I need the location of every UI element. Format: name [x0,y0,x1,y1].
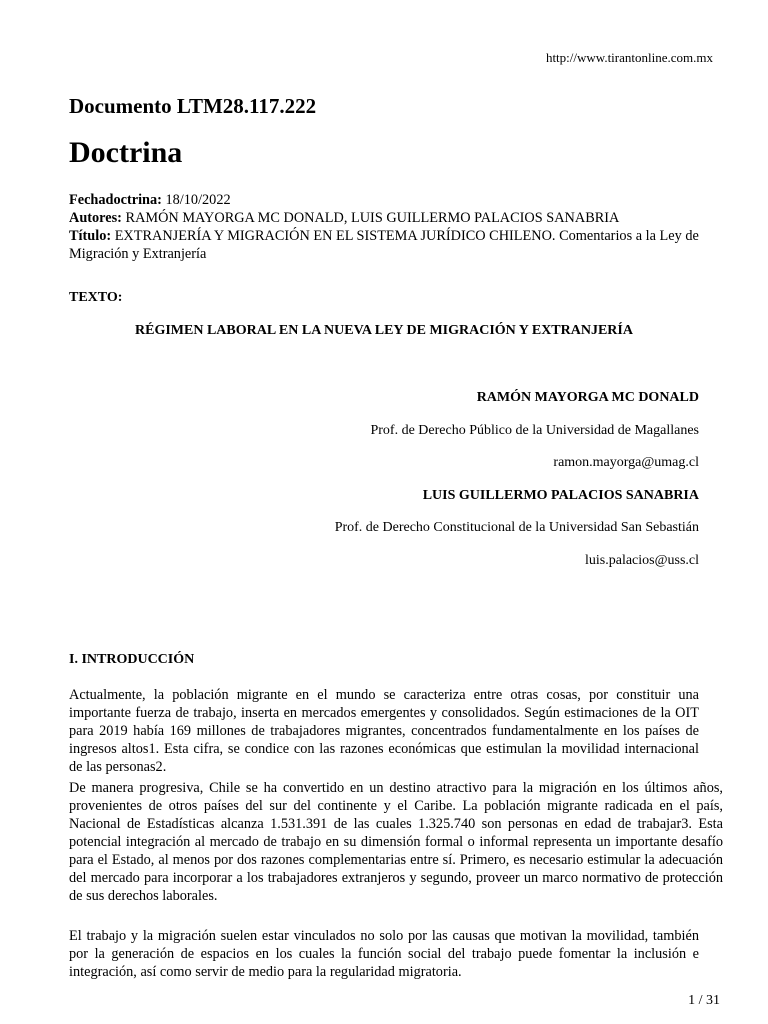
body-paragraph: De manera progresiva, Chile se ha convertido en un destino atractivo para la migración en los últimos años, provenientes de otros países del sur del continente y el Caribe. La población migrante radicada en el país, Nacional de Estadísticas alcanza 1.531.391 de las cuales 1.325.740 son personas en edad de trabajar3. Esta potencial integración al mercado de trabajo en su dimensión formal o informal representa un importante desafío para el Estado, al menos por dos razones complementarias entre sí. Primero, es necesario estimular la adecuación del mercado para incorporar a los trabajadores extranjeros y segundo, proveer un marco normativo de protección de sus derechos laborales. [69,780,723,904]
metadata-title-value: EXTRANJERÍA Y MIGRACIÓN EN EL SISTEMA JURÍDICO CHILENO. Comentarios a la Ley de Migración y Extranjería [69,228,699,262]
metadata-authors-value: RAMÓN MAYORGA MC DONALD, LUIS GUILLERMO PALACIOS SANABRIA [125,210,620,226]
metadata-date-value: 18/10/2022 [165,192,231,208]
author-email[interactable]: luis.palacios@uss.cl [585,553,699,568]
metadata-authors [69,209,699,227]
section-title: RÉGIMEN LABORAL EN LA NUEVA LEY DE MIGRACIÓN Y EXTRANJERÍA [135,323,633,338]
document-metadata [69,191,699,263]
texto-label: TEXTO: [69,290,123,305]
document-title: Doctrina [69,136,183,169]
metadata-date-label: Fechadoctrina: [69,192,162,208]
metadata-title-label: Título: [69,228,112,244]
author-email[interactable]: ramon.mayorga@umag.cl [553,455,699,470]
body-paragraph: Actualmente, la población migrante en el mundo se caracteriza entre otras cosas, por constituir una importante fuerza de trabajo, inserta en mercados emergentes y consolidados. Según estimaciones de la OIT para 2019 había 169 millones de trabajadores migrantes, concentrados fundamentalmente en los países de ingresos altos1. Esta cifra, se condice con las razones económicas que estimulan la movilidad internacional de las personas2. [69,687,699,775]
metadata-date [69,191,699,209]
metadata-title [69,227,699,263]
metadata-authors-label: Autores: [69,210,122,226]
section-heading-introduccion: I. INTRODUCCIÓN [69,652,195,667]
author-name: RAMÓN MAYORGA MC DONALD [476,390,699,405]
body-paragraph: El trabajo y la migración suelen estar vinculados no solo por las causas que motivan la movilidad, también por la generación de espacios en los cuales la función social del trabajo puede fomentar la inclusión e integración, así como servir de medio para la regularidad migratoria. [69,928,699,980]
author-position: Prof. de Derecho Público de la Universidad de Magallanes [370,423,699,438]
author-name: LUIS GUILLERMO PALACIOS SANABRIA [422,488,699,503]
source-url[interactable]: http://www.tirantonline.com.mx [545,50,713,65]
page-number: 1 / 31 [688,993,720,1008]
author-position: Prof. de Derecho Constitucional de la Universidad San Sebastián [334,520,699,535]
document-heading: Documento LTM28.117.222 [69,94,317,118]
